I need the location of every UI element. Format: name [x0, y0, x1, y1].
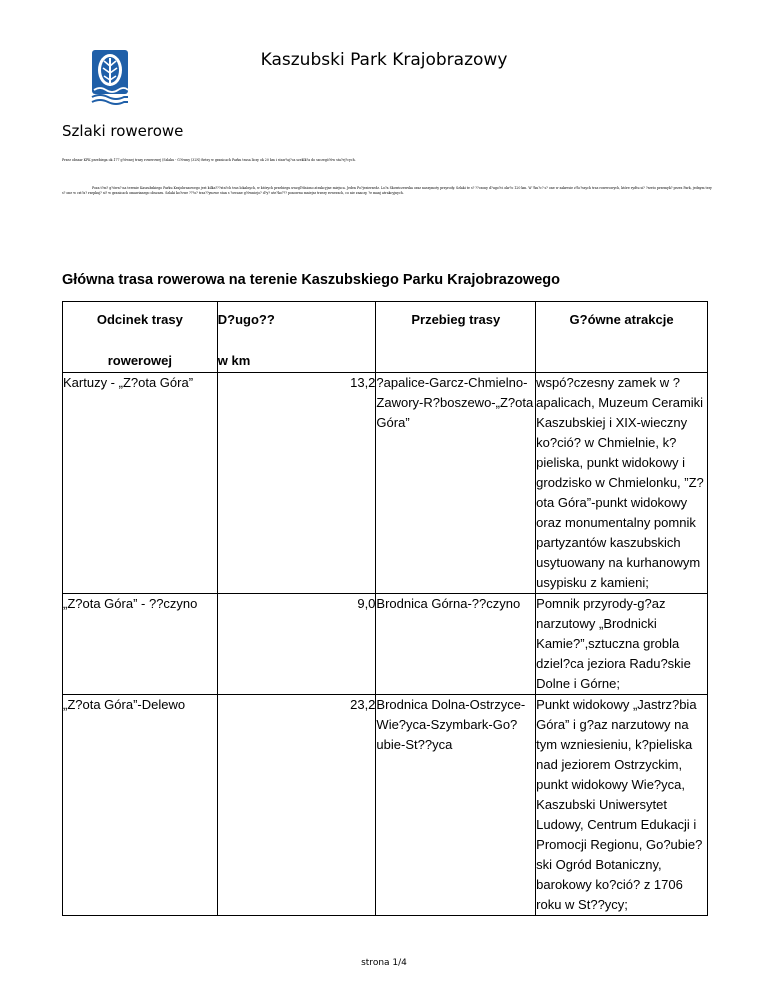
cell-attractions: Punkt widokowy „Jastrz?bia Góra” i g?az narzutowy na tym wzniesieniu, k?pieliska nad jeziorem Ostrzyckim, punkt widokowy Wie?yca, Kaszubski Uniwersytet Ludowy, Centrum Edukacji i Promocji Regionu, Go?ubie?ski Ogród Botaniczny, barokowy ko?ció? z 1706 roku w St??ycy;: [536, 695, 708, 916]
cell-segment: „Z?ota Góra”-Delewo: [63, 695, 218, 916]
cell-attractions: wspó?czesny zamek w ?apalicach, Muzeum Ceramiki Kaszubskiej i XIX-wieczny ko?ció? w Chmielnie, k?pieliska, punkt widokowy i grodzisko w Chmielonku, ”Z?ota Góra”-punkt widokowy oraz monumentalny pomnik partyzantów kaszubskich usytuowany na kurhanowym usypisku z kamieni;: [536, 373, 708, 594]
header-segment-line2: rowerowej: [107, 353, 173, 368]
table-row: [63, 373, 708, 594]
section-title: Szlaki rowerowe: [62, 122, 184, 140]
header-length-line2: w km: [217, 353, 251, 368]
cell-length: 23,2: [217, 695, 376, 916]
intro-paragraph-1: Przez obszar KPK przebiega ok.177 g?ównej trasy rowerowej (Szlaku - G?ówny (32N) fietsy w granicach Parku trasa liczy ok 20 km i staw?aj?ca szeklk?a do szczegó?ów sta?ej?cych.: [62, 158, 356, 162]
page-number: strona 1/4: [361, 958, 407, 968]
bike-route-table: [62, 301, 708, 916]
header-route: Przebieg trasy: [376, 302, 536, 373]
cell-length: 9,0: [217, 594, 376, 695]
table-row: [63, 695, 708, 916]
intro-paragraph-2: Poza t?m? g?ówn? na terenie Kaszubskiego Parku Krajobrazowego jest kilka???ztn?ch tras lokalnych, w których przebiegu uwzgl?dniono atrakcyjne miejsca. Jeden Po?jezierzedz. Lo?a Skowiczewska oraz naszymoty przyrody. Szlaki te s? ??czony d?ugo?ci okr?o 120 km. W ?ku?c? s? one w zakresie z?lo?szych tras rowerowych, które rydtu si? ?rzeto przemyk? przez Park, jednym trzy s? one w czt?a? rzepkuj? si? w granicach omawianego obszaru. Szlaki ko?owe ???o? tras??ynowe stan s ?owane g?ówniejo? d?y? ute?ko??? ponownu mniejsz trzezy rowerach, co nie znaczy, ?e manj atrakcyjnych.: [62, 186, 712, 195]
header-segment-line1: Odcinek trasy: [96, 312, 183, 327]
cell-route: Brodnica Górna-??czyno: [376, 594, 536, 695]
header-segment: [63, 302, 218, 373]
table-header-row: [63, 302, 708, 373]
cell-segment: Kartuzy - „Z?ota Góra”: [63, 373, 218, 594]
table-row: [63, 594, 708, 695]
cell-segment: „Z?ota Góra” - ??czyno: [63, 594, 218, 695]
table-title: Główna trasa rowerowa na terenie Kaszubskiego Parku Krajobrazowego: [62, 272, 560, 288]
cell-length: 13,2: [217, 373, 376, 594]
cell-route: ?apalice-Garcz-Chmielno-Zawory-R?boszewo-„Z?ota Góra”: [376, 373, 536, 594]
cell-route: Brodnica Dolna-Ostrzyce-Wie?yca-Szymbark-Go?ubie-St??yca: [376, 695, 536, 916]
cell-attractions: Pomnik przyrody-g?az narzutowy „Brodnicki Kamie?”,sztuczna grobla dziel?ca jeziora Radu?skie Dolne i Górne;: [536, 594, 708, 695]
page-title: Kaszubski Park Krajobrazowy: [260, 50, 508, 70]
header-attractions: G?ówne atrakcje: [536, 302, 708, 373]
header-length-line1: D?ugo??: [217, 312, 275, 327]
header-length: [217, 302, 376, 373]
